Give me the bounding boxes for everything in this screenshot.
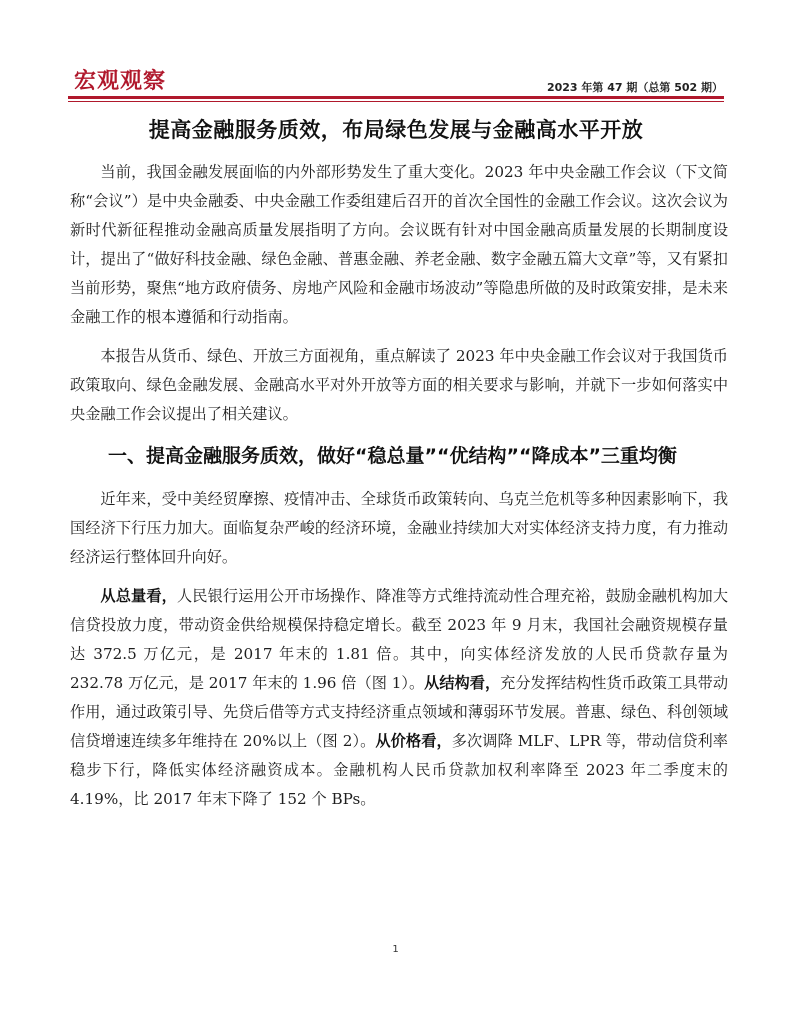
text-total: 人民银行运用公开市场操作、降准等方式维持流动性合理充裕，鼓励金融机构加大信贷投放力度，带动资金供给规模保持稳定增长。截至 2023 年 9 月末，我国社会融资规模存量达 372.5 万亿元，是 2017 年末的 1.81 倍。其中，向实体经济发放的人民币贷款存量为 232.78 万亿元，是 2017 年末的 1.96 倍（图 1）。 [70, 587, 729, 692]
header-divider-thin [68, 101, 724, 102]
text-structure: 充分发挥结构性货币政策工具带动作用，通过政策引导、先贷后借等方式支持经济重点领域和薄弱环节发展。普惠、绿色、科创领域信贷增速连续多年维持在 20%以上（图 2）。 [70, 674, 729, 750]
lead-price: 从价格看， [375, 732, 452, 750]
background-paragraph: 近年来，受中美经贸摩擦、疫情冲击、全球货币政策转向、乌克兰危机等多种因素影响下，我国经济下行压力加大。面临复杂严峻的经济环境，金融业持续加大对实体经济支持力度，有力推动经济运行整体回升向好。 [70, 490, 728, 566]
lead-total: 从总量看， [100, 587, 177, 605]
report-scope-paragraph: 本报告从货币、绿色、开放三方面视角，重点解读了 2023 年中央金融工作会议对于我国货币政策取向、绿色金融发展、金融高水平对外开放等方面的相关要求与影响，并就下一步如何落实中央金融工作会议提出了相关建议。 [70, 347, 728, 423]
text-price: 多次调降 MLF、LPR 等，带动信贷利率稳步下行，降低实体经济融资成本。金融机构人民币贷款加权利率降至 2023 年二季度末的 4.19%，比 2017 年末下降了 152 个 BPs。 [70, 732, 728, 808]
report-series-title: 宏观观察 [74, 69, 167, 94]
analysis-paragraph [70, 582, 728, 814]
document-title: 提高金融服务质效，布局绿色发展与金融高水平开放 [148, 118, 644, 142]
intro-paragraph: 当前，我国金融发展面临的内外部形势发生了重大变化。2023 年中央金融工作会议（下文简称“会议”）是中央金融委、中央金融工作委组建后召开的首次全国性的金融工作会议。这次会议为新时代新征程推动金融高质量发展指明了方向。会议既有针对中国金融高质量发展的长期制度设计，提出了“做好科技金融、绿色金融、普惠金融、养老金融、数字金融五篇大文章”等，又有紧扣当前形势，聚焦“地方政府债务、房地产风险和金融市场波动”等隐患所做的及时政策安排，是未来金融工作的根本遵循和行动指南。 [70, 163, 728, 326]
page-number: 1 [392, 944, 399, 955]
issue-number: 2023 年第 47 期（总第 502 期） [546, 81, 723, 94]
document-body [70, 158, 728, 824]
section-heading: 一、提高金融服务质效，做好“稳总量”“优结构”“降成本”三重均衡 [108, 445, 677, 467]
lead-structure: 从结构看， [424, 674, 501, 692]
header-divider [68, 96, 724, 99]
